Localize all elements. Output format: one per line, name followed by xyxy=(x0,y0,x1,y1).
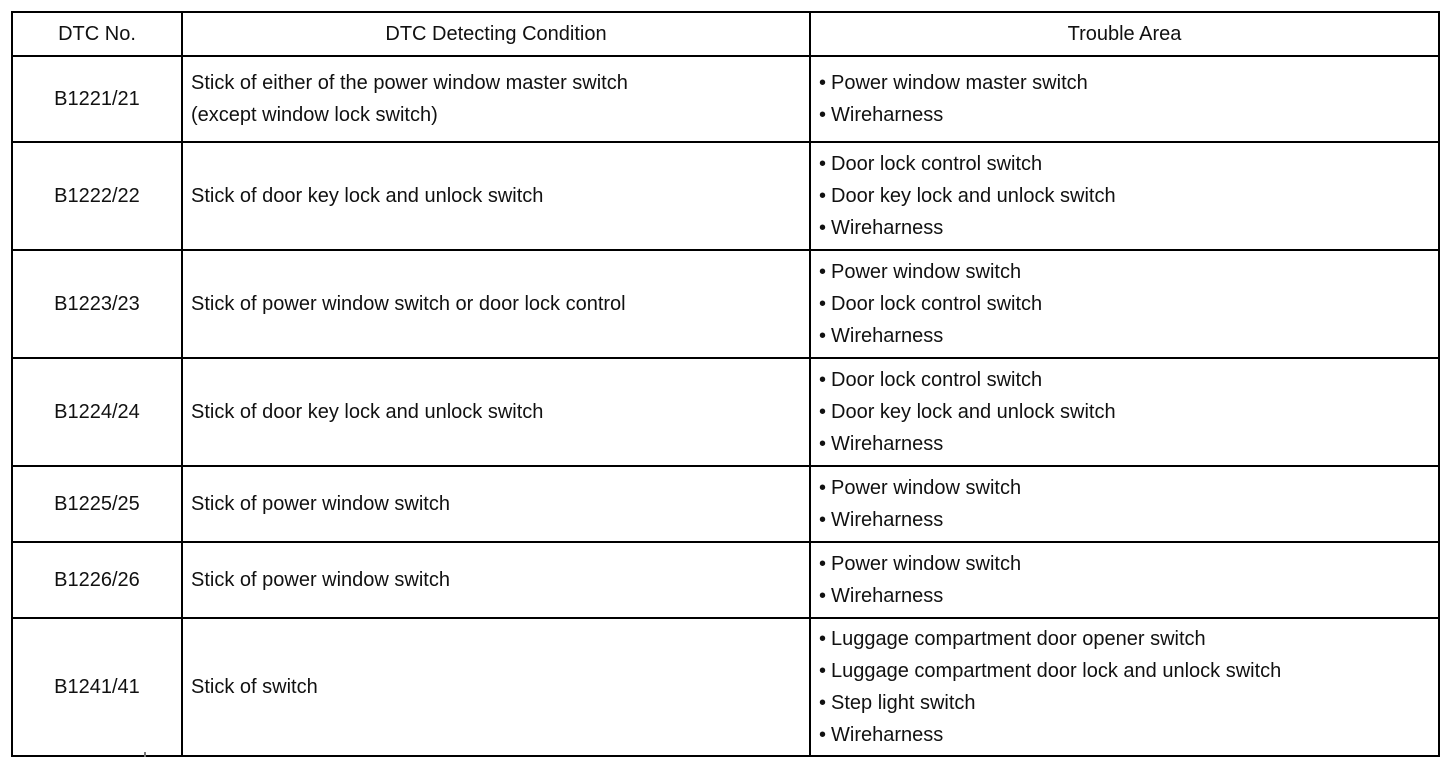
bullet-icon: • xyxy=(819,217,827,239)
bullet-icon: • xyxy=(819,104,827,126)
trouble-area-item xyxy=(819,655,1438,687)
bullet-icon: • xyxy=(819,585,827,607)
trouble-area-text: Luggage compartment door opener switch xyxy=(831,628,1206,650)
trouble-area-item xyxy=(819,472,1438,504)
header-trouble-area: Trouble Area xyxy=(810,12,1439,56)
table-row xyxy=(12,618,1439,756)
trouble-area-item xyxy=(819,504,1438,536)
bullet-icon: • xyxy=(819,628,827,650)
trouble-area-text: Wireharness xyxy=(831,724,944,746)
condition-line: Stick of switch xyxy=(191,676,318,698)
bullet-icon: • xyxy=(819,325,827,347)
trouble-area-item xyxy=(819,719,1438,751)
dtc-table xyxy=(11,11,1440,757)
trouble-area-item xyxy=(819,180,1438,212)
bullet-icon: • xyxy=(819,692,827,714)
detecting-condition xyxy=(182,358,810,466)
dtc-code: B1221/21 xyxy=(12,56,182,142)
trouble-area-text: Door key lock and unlock switch xyxy=(831,185,1116,207)
trouble-area xyxy=(810,358,1439,466)
table-row xyxy=(12,542,1439,618)
bullet-icon: • xyxy=(819,401,827,423)
trouble-area xyxy=(810,466,1439,542)
header-row xyxy=(12,12,1439,56)
trouble-area-text: Door lock control switch xyxy=(831,369,1043,391)
table-row xyxy=(12,466,1439,542)
trouble-area xyxy=(810,542,1439,618)
trouble-area-item xyxy=(819,148,1438,180)
bullet-icon: • xyxy=(819,185,827,207)
bullet-icon: • xyxy=(819,509,827,531)
trouble-area-text: Wireharness xyxy=(831,217,944,239)
scan-mark xyxy=(144,752,146,757)
header-dtc-no: DTC No. xyxy=(12,12,182,56)
detecting-condition xyxy=(182,142,810,250)
dtc-code: B1241/41 xyxy=(12,618,182,756)
table-row xyxy=(12,142,1439,250)
trouble-area-text: Wireharness xyxy=(831,325,944,347)
trouble-area-text: Door key lock and unlock switch xyxy=(831,401,1116,423)
condition-line: Stick of power window switch xyxy=(191,493,450,515)
trouble-area-item xyxy=(819,687,1438,719)
trouble-area xyxy=(810,56,1439,142)
trouble-area-item xyxy=(819,256,1438,288)
trouble-area-text: Power window switch xyxy=(831,261,1022,283)
detecting-condition xyxy=(182,250,810,358)
trouble-area-item xyxy=(819,396,1438,428)
bullet-icon: • xyxy=(819,660,827,682)
bullet-icon: • xyxy=(819,477,827,499)
bullet-icon: • xyxy=(819,433,827,455)
condition-line: Stick of either of the power window master switch xyxy=(191,72,628,94)
bullet-icon: • xyxy=(819,153,827,175)
bullet-icon: • xyxy=(819,261,827,283)
trouble-area xyxy=(810,250,1439,358)
trouble-area-item xyxy=(819,212,1438,244)
dtc-code: B1225/25 xyxy=(12,466,182,542)
bullet-icon: • xyxy=(819,369,827,391)
trouble-area-text: Power window switch xyxy=(831,477,1022,499)
trouble-area-text: Power window master switch xyxy=(831,72,1088,94)
trouble-area-item xyxy=(819,548,1438,580)
bullet-icon: • xyxy=(819,72,827,94)
table-row xyxy=(12,358,1439,466)
trouble-area-item xyxy=(819,320,1438,352)
detecting-condition xyxy=(182,466,810,542)
trouble-area-text: Door lock control switch xyxy=(831,293,1043,315)
detecting-condition xyxy=(182,618,810,756)
trouble-area-text: Power window switch xyxy=(831,553,1022,575)
dtc-code: B1223/23 xyxy=(12,250,182,358)
trouble-area-text: Luggage compartment door lock and unlock switch xyxy=(831,660,1282,682)
trouble-area-item xyxy=(819,580,1438,612)
condition-line: Stick of door key lock and unlock switch xyxy=(191,401,544,423)
condition-line: (except window lock switch) xyxy=(191,104,438,126)
condition-line: Stick of power window switch xyxy=(191,569,450,591)
bullet-icon: • xyxy=(819,553,827,575)
trouble-area-text: Wireharness xyxy=(831,104,944,126)
detecting-condition xyxy=(182,56,810,142)
bullet-icon: • xyxy=(819,293,827,315)
trouble-area xyxy=(810,142,1439,250)
dtc-code: B1224/24 xyxy=(12,358,182,466)
dtc-code: B1222/22 xyxy=(12,142,182,250)
condition-line: Stick of door key lock and unlock switch xyxy=(191,185,544,207)
trouble-area xyxy=(810,618,1439,756)
header-detecting-condition: DTC Detecting Condition xyxy=(182,12,810,56)
table-row xyxy=(12,250,1439,358)
trouble-area-item xyxy=(819,623,1438,655)
condition-line: Stick of power window switch or door lock control xyxy=(191,293,626,315)
trouble-area-text: Wireharness xyxy=(831,585,944,607)
dtc-code: B1226/26 xyxy=(12,542,182,618)
trouble-area-text: Wireharness xyxy=(831,509,944,531)
trouble-area-item xyxy=(819,428,1438,460)
bullet-icon: • xyxy=(819,724,827,746)
trouble-area-text: Wireharness xyxy=(831,433,944,455)
trouble-area-text: Step light switch xyxy=(831,692,976,714)
trouble-area-item xyxy=(819,288,1438,320)
trouble-area-text: Door lock control switch xyxy=(831,153,1043,175)
trouble-area-item xyxy=(819,67,1438,99)
trouble-area-item xyxy=(819,364,1438,396)
table-row xyxy=(12,56,1439,142)
trouble-area-item xyxy=(819,99,1438,131)
detecting-condition xyxy=(182,542,810,618)
